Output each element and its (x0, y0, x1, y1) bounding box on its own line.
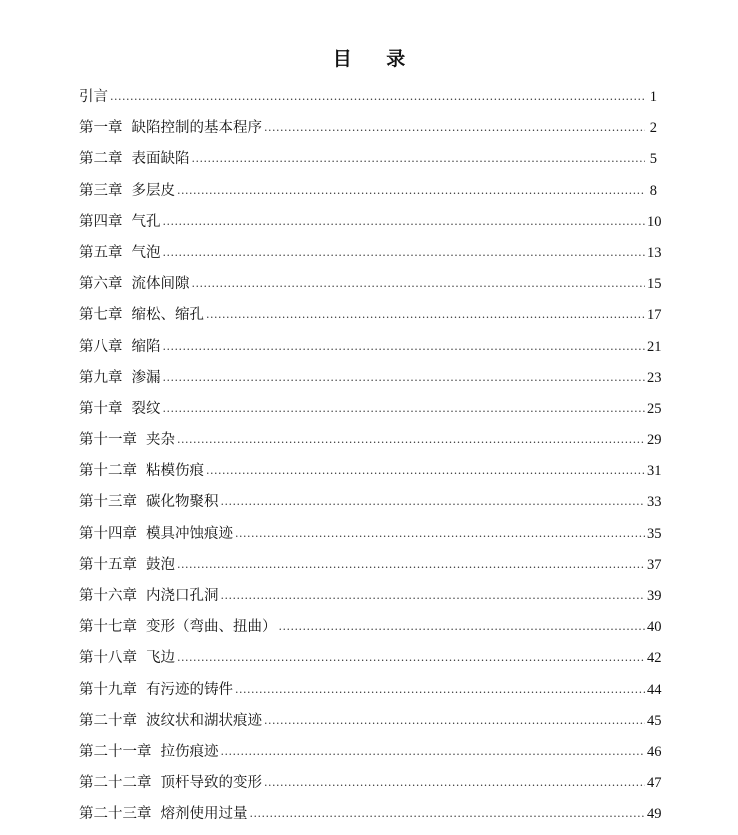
toc-entry-title: 拉伤痕迹 (160, 743, 219, 760)
toc-entry[interactable] (79, 460, 662, 491)
toc-page-number: 46 (647, 743, 662, 760)
toc-entry-title: 缩松、缩孔 (131, 307, 204, 324)
toc-page-number: 8 (649, 182, 657, 199)
toc-entry[interactable] (79, 772, 662, 803)
toc-chapter-number: 第四章 (79, 213, 123, 230)
toc-page-number: 23 (647, 369, 662, 386)
toc-entry[interactable] (79, 491, 662, 522)
toc-entry-title: 粘模伤痕 (146, 463, 204, 480)
dot-leader (192, 148, 646, 170)
toc-page-number: 25 (647, 400, 662, 417)
toc-entry-title: 熔剂使用过量 (160, 806, 248, 823)
toc-entry-title: 模具冲蚀痕迹 (146, 525, 233, 542)
toc-chapter-number: 第二章 (79, 151, 123, 168)
toc-entry-title: 飞边 (146, 650, 175, 667)
toc-page-number: 29 (647, 432, 662, 449)
dot-leader (264, 710, 645, 732)
toc-chapter-number: 第六章 (79, 276, 123, 293)
toc-chapter-number: 第十八章 (79, 650, 137, 667)
toc-entry[interactable] (79, 647, 662, 678)
toc-page-number: 45 (647, 712, 662, 729)
toc-entry[interactable] (79, 741, 662, 772)
toc-page-number: 39 (647, 588, 662, 604)
toc-chapter-number: 第五章 (79, 244, 123, 261)
toc-entry[interactable] (79, 554, 662, 585)
toc-entry[interactable] (79, 304, 662, 335)
toc-entry[interactable] (79, 211, 662, 242)
toc-page-number: 15 (647, 276, 662, 293)
toc-entry-title: 顶杆导致的变形 (160, 775, 262, 792)
toc-page-number: 42 (647, 650, 662, 667)
toc-page-number: 35 (647, 525, 662, 542)
toc-entry-title: 气孔 (131, 213, 161, 230)
toc-entry[interactable] (79, 679, 662, 710)
dot-leader (177, 180, 645, 202)
toc-entry[interactable] (79, 429, 662, 460)
toc-entry-title: 夹杂 (146, 432, 175, 449)
dot-leader (235, 523, 645, 545)
toc-entry-title: 裂纹 (131, 400, 161, 417)
toc-chapter-number: 第十三章 (79, 494, 137, 511)
dot-leader (163, 242, 646, 264)
toc-page-number: 44 (647, 681, 662, 698)
toc-entry[interactable] (79, 180, 657, 211)
dot-leader (177, 647, 645, 669)
dot-leader (177, 554, 645, 576)
toc-chapter-number: 第十五章 (79, 556, 137, 573)
dot-leader (279, 616, 646, 638)
toc-chapter-number: 第二十二章 (79, 775, 152, 792)
toc-chapter-number: 第十章 (79, 400, 123, 417)
toc-entry-title: 表面缺陷 (131, 151, 190, 168)
toc-entry[interactable] (79, 148, 657, 179)
toc-entry[interactable] (79, 367, 662, 398)
toc-page-number: 47 (647, 775, 662, 792)
toc-chapter-number: 第十六章 (79, 588, 137, 604)
toc-chapter-number: 第八章 (79, 338, 123, 355)
toc-entry-title: 碳化物聚积 (146, 494, 219, 511)
toc-page-number: 49 (647, 806, 662, 823)
dot-leader (192, 273, 646, 295)
toc-entry-title: 流体间隙 (131, 276, 190, 293)
toc-chapter-number: 第十一章 (79, 432, 137, 449)
toc-page-number: 1 (649, 89, 657, 105)
toc-entry-title: 气泡 (131, 244, 161, 261)
dot-leader (163, 367, 646, 389)
toc-entry[interactable] (79, 710, 662, 741)
toc-chapter-number: 第九章 (79, 369, 123, 386)
dot-leader (206, 460, 645, 482)
toc-page-number: 31 (647, 463, 662, 480)
dot-leader (163, 211, 646, 233)
toc-entry[interactable] (79, 585, 662, 616)
toc-entry-title: 鼓泡 (146, 556, 175, 573)
dot-leader (221, 491, 646, 513)
toc-entry[interactable] (79, 803, 662, 834)
toc-entry-title: 渗漏 (131, 369, 161, 386)
toc-entry-title: 多层皮 (131, 182, 175, 199)
toc-entry[interactable] (79, 273, 662, 304)
toc-chapter-number: 第二十章 (79, 712, 137, 729)
toc-chapter-number: 第十七章 (79, 619, 137, 636)
toc-page-number: 33 (647, 494, 662, 511)
dot-leader (250, 803, 646, 825)
toc-page-number: 21 (647, 338, 662, 355)
toc-page-number: 5 (649, 151, 657, 168)
dot-leader (110, 86, 645, 108)
toc-entry[interactable] (79, 336, 662, 367)
toc-chapter-number: 第七章 (79, 307, 123, 324)
toc-entry[interactable] (79, 616, 662, 647)
dot-leader (264, 772, 645, 794)
toc-chapter-number: 第一章 (79, 120, 123, 137)
dot-leader (264, 117, 645, 139)
dot-leader (177, 429, 645, 451)
toc-chapter-number: 第十四章 (79, 525, 137, 542)
dot-leader (163, 398, 646, 420)
toc-entry-title: 内浇口孔洞 (146, 588, 219, 604)
toc-entry-title: 引言 (79, 89, 108, 105)
toc-entry[interactable] (79, 117, 657, 148)
toc-page-number: 13 (647, 244, 662, 261)
toc-entry[interactable] (79, 523, 662, 554)
dot-leader (221, 741, 646, 763)
toc-entry-title: 有污迹的铸件 (146, 681, 233, 698)
toc-entry[interactable] (79, 86, 657, 117)
toc-chapter-number: 第二十三章 (79, 806, 152, 823)
toc-page-number: 40 (647, 619, 662, 636)
toc-page-number: 37 (647, 556, 662, 573)
toc-entry-title: 缩陷 (131, 338, 161, 355)
toc-page-number: 17 (647, 307, 662, 324)
toc-chapter-number: 第十九章 (79, 681, 137, 698)
toc-page-number: 10 (647, 213, 662, 230)
toc-chapter-number: 第二十一章 (79, 743, 152, 760)
dot-leader (206, 304, 645, 326)
toc-entry-title: 波纹状和湖状痕迹 (146, 712, 262, 729)
dot-leader (221, 585, 646, 607)
toc-entry[interactable] (79, 242, 662, 273)
toc-chapter-number: 第十二章 (79, 463, 137, 480)
dot-leader (235, 679, 645, 701)
dot-leader (163, 336, 646, 358)
toc-entry-title: 缺陷控制的基本程序 (131, 120, 262, 137)
toc-entry-title: 变形（弯曲、扭曲） (146, 619, 277, 636)
table-of-contents (79, 86, 662, 835)
page-title: 目 录 (332, 48, 420, 70)
toc-chapter-number: 第三章 (79, 182, 123, 199)
toc-entry[interactable] (79, 398, 662, 429)
toc-page-number: 2 (649, 120, 657, 137)
